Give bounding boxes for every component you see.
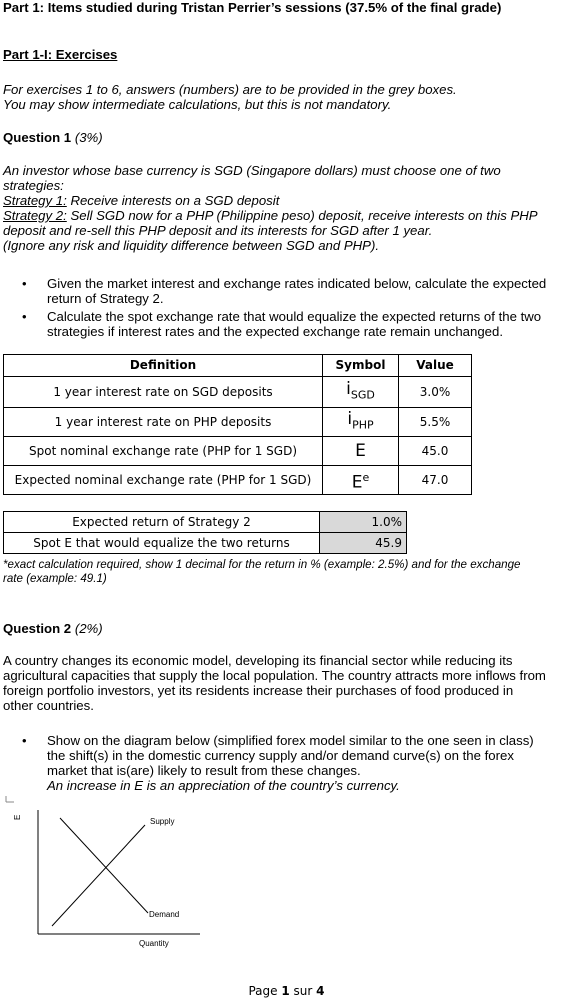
table-row: [4, 408, 472, 437]
header-value: Value: [399, 355, 472, 377]
value-cell: 47.0: [399, 466, 472, 495]
strategy-1-label: Strategy 1:: [3, 193, 67, 208]
result-label: Expected return of Strategy 2: [4, 512, 320, 533]
q1-line-2: strategies:: [3, 178, 64, 193]
value-cell: 45.0: [399, 437, 472, 466]
supply-curve: [52, 825, 145, 926]
strategy-2-label: Strategy 2:: [3, 208, 67, 223]
bullet-icon: •: [22, 733, 27, 748]
table-row: [4, 512, 407, 533]
question-1-weight: (3%): [74, 130, 103, 145]
value-cell: 5.5%: [399, 408, 472, 437]
note-line-2: rate (example: 49.1): [3, 572, 107, 585]
intro-line-2: You may show intermediate calculations, but this is not mandatory.: [3, 97, 392, 112]
result-label: Spot E that would equalize the two returns: [4, 533, 320, 554]
bullet-text: Given the market interest and exchange rates indicated below, calculate the expected: [47, 276, 547, 291]
x-axis-label: Quantity: [139, 939, 169, 948]
calculation-note: [3, 558, 568, 586]
symbol-cell: [323, 377, 399, 408]
bullet-text: Show on the diagram below (simplified forex model similar to the one seen in class): [47, 733, 534, 748]
strategy-2-cont: deposit and re-sell this PHP deposit and its interests for SGD after 1 year.: [3, 223, 433, 238]
symbol-superscript: e: [362, 470, 370, 484]
definition-cell: 1 year interest rate on PHP deposits: [4, 408, 323, 437]
page-number: 1: [281, 984, 290, 998]
table-row: [4, 533, 407, 554]
rates-table: [3, 354, 472, 495]
value-cell: 3.0%: [399, 377, 472, 408]
q2-bullets: [22, 733, 570, 793]
q1-bullets: [22, 276, 570, 339]
table-row: [4, 377, 472, 408]
question-2-weight: (2%): [74, 621, 103, 636]
page-separator: sur: [289, 984, 317, 998]
definition-cell: Expected nominal exchange rate (PHP for 1 SGD): [4, 466, 323, 495]
page-prefix: Page: [248, 984, 282, 998]
strategy-2-text: Sell SGD now for a PHP (Philippine peso) deposit, receive interests on this PHP: [66, 208, 538, 223]
list-item: [22, 276, 570, 306]
q1-paragraph: [3, 163, 568, 253]
definition-cell: Spot nominal exchange rate (PHP for 1 SGD): [4, 437, 323, 466]
note-line-1: *exact calculation required, show 1 decimal for the return in % (example: 2.5%) and for the exchange: [3, 558, 521, 571]
header-definition: Definition: [4, 355, 323, 377]
document-title: Part 1: Items studied during Tristan Perrier’s sessions (37.5% of the final grade): [3, 0, 502, 15]
demand-curve: [60, 818, 148, 913]
intro-line-1: For exercises 1 to 6, answers (numbers) are to be provided in the grey boxes.: [3, 82, 457, 97]
symbol-subscript: SGD: [350, 388, 375, 402]
symbol-main: E: [351, 472, 363, 493]
page-footer: [0, 984, 573, 999]
symbol-main: i: [346, 378, 351, 399]
symbol-cell: [323, 408, 399, 437]
answer-box[interactable]: 1.0%: [320, 512, 407, 533]
symbol-subscript: PHP: [352, 418, 374, 432]
q2-line: agricultural capacities that supply the local population. The country attracts more inflows from: [3, 668, 546, 683]
anchor-marker: [6, 796, 14, 802]
question-2-heading: [3, 621, 568, 636]
q2-line: foreign portfolio investors, yet its residents increase their purchases of food produced in: [3, 683, 514, 698]
q1-line-1: An investor whose base currency is SGD (Singapore dollars) must choose one of two: [3, 163, 501, 178]
list-item: [22, 733, 570, 793]
table-row: [4, 437, 472, 466]
demand-label: Demand: [149, 910, 180, 919]
q2-line: other countries.: [3, 698, 94, 713]
table-row: [4, 466, 472, 495]
bullet-text-italic: An increase in E is an appreciation of the country’s currency.: [47, 778, 400, 793]
q2-paragraph: [3, 653, 568, 713]
part-heading: Part 1-I: Exercises: [3, 47, 118, 62]
strategy-1: [3, 193, 568, 208]
ignore-note: (Ignore any risk and liquidity difference between SGD and PHP).: [3, 238, 380, 253]
bullet-text: Calculate the spot exchange rate that would equalize the expected returns of the two: [47, 309, 542, 324]
y-axis-label: E: [13, 814, 22, 820]
symbol-main: E: [355, 440, 366, 461]
bullet-icon: •: [22, 309, 27, 324]
bullet-text: market that is(are) likely to result from these changes.: [47, 763, 361, 778]
symbol-cell: [323, 437, 399, 466]
page-total: 4: [316, 984, 325, 998]
supply-label: Supply: [150, 817, 175, 826]
bullet-icon: •: [22, 276, 27, 291]
table-header-row: [4, 355, 472, 377]
forex-diagram[interactable]: [0, 796, 210, 956]
strategy-1-text: Receive interests on a SGD deposit: [66, 193, 280, 208]
bullet-text: strategies if interest rates and the expected exchange rate remain unchanged.: [47, 324, 503, 339]
answer-box[interactable]: 45.9: [320, 533, 407, 554]
q2-line: A country changes its economic model, developing its financial sector while reducing its: [3, 653, 513, 668]
bullet-text: return of Strategy 2.: [47, 291, 164, 306]
strategy-2: [3, 208, 568, 223]
list-item: [22, 309, 570, 339]
question-2-label: Question 2: [3, 621, 72, 636]
results-table: [3, 511, 407, 554]
header-symbol: Symbol: [323, 355, 399, 377]
symbol-cell: [323, 466, 399, 495]
bullet-text: the shift(s) in the domestic currency supply and/or demand curve(s) on the forex: [47, 748, 514, 763]
question-1-label: Question 1: [3, 130, 72, 145]
question-1-heading: [3, 130, 568, 145]
definition-cell: 1 year interest rate on SGD deposits: [4, 377, 323, 408]
symbol-main: i: [347, 408, 353, 429]
